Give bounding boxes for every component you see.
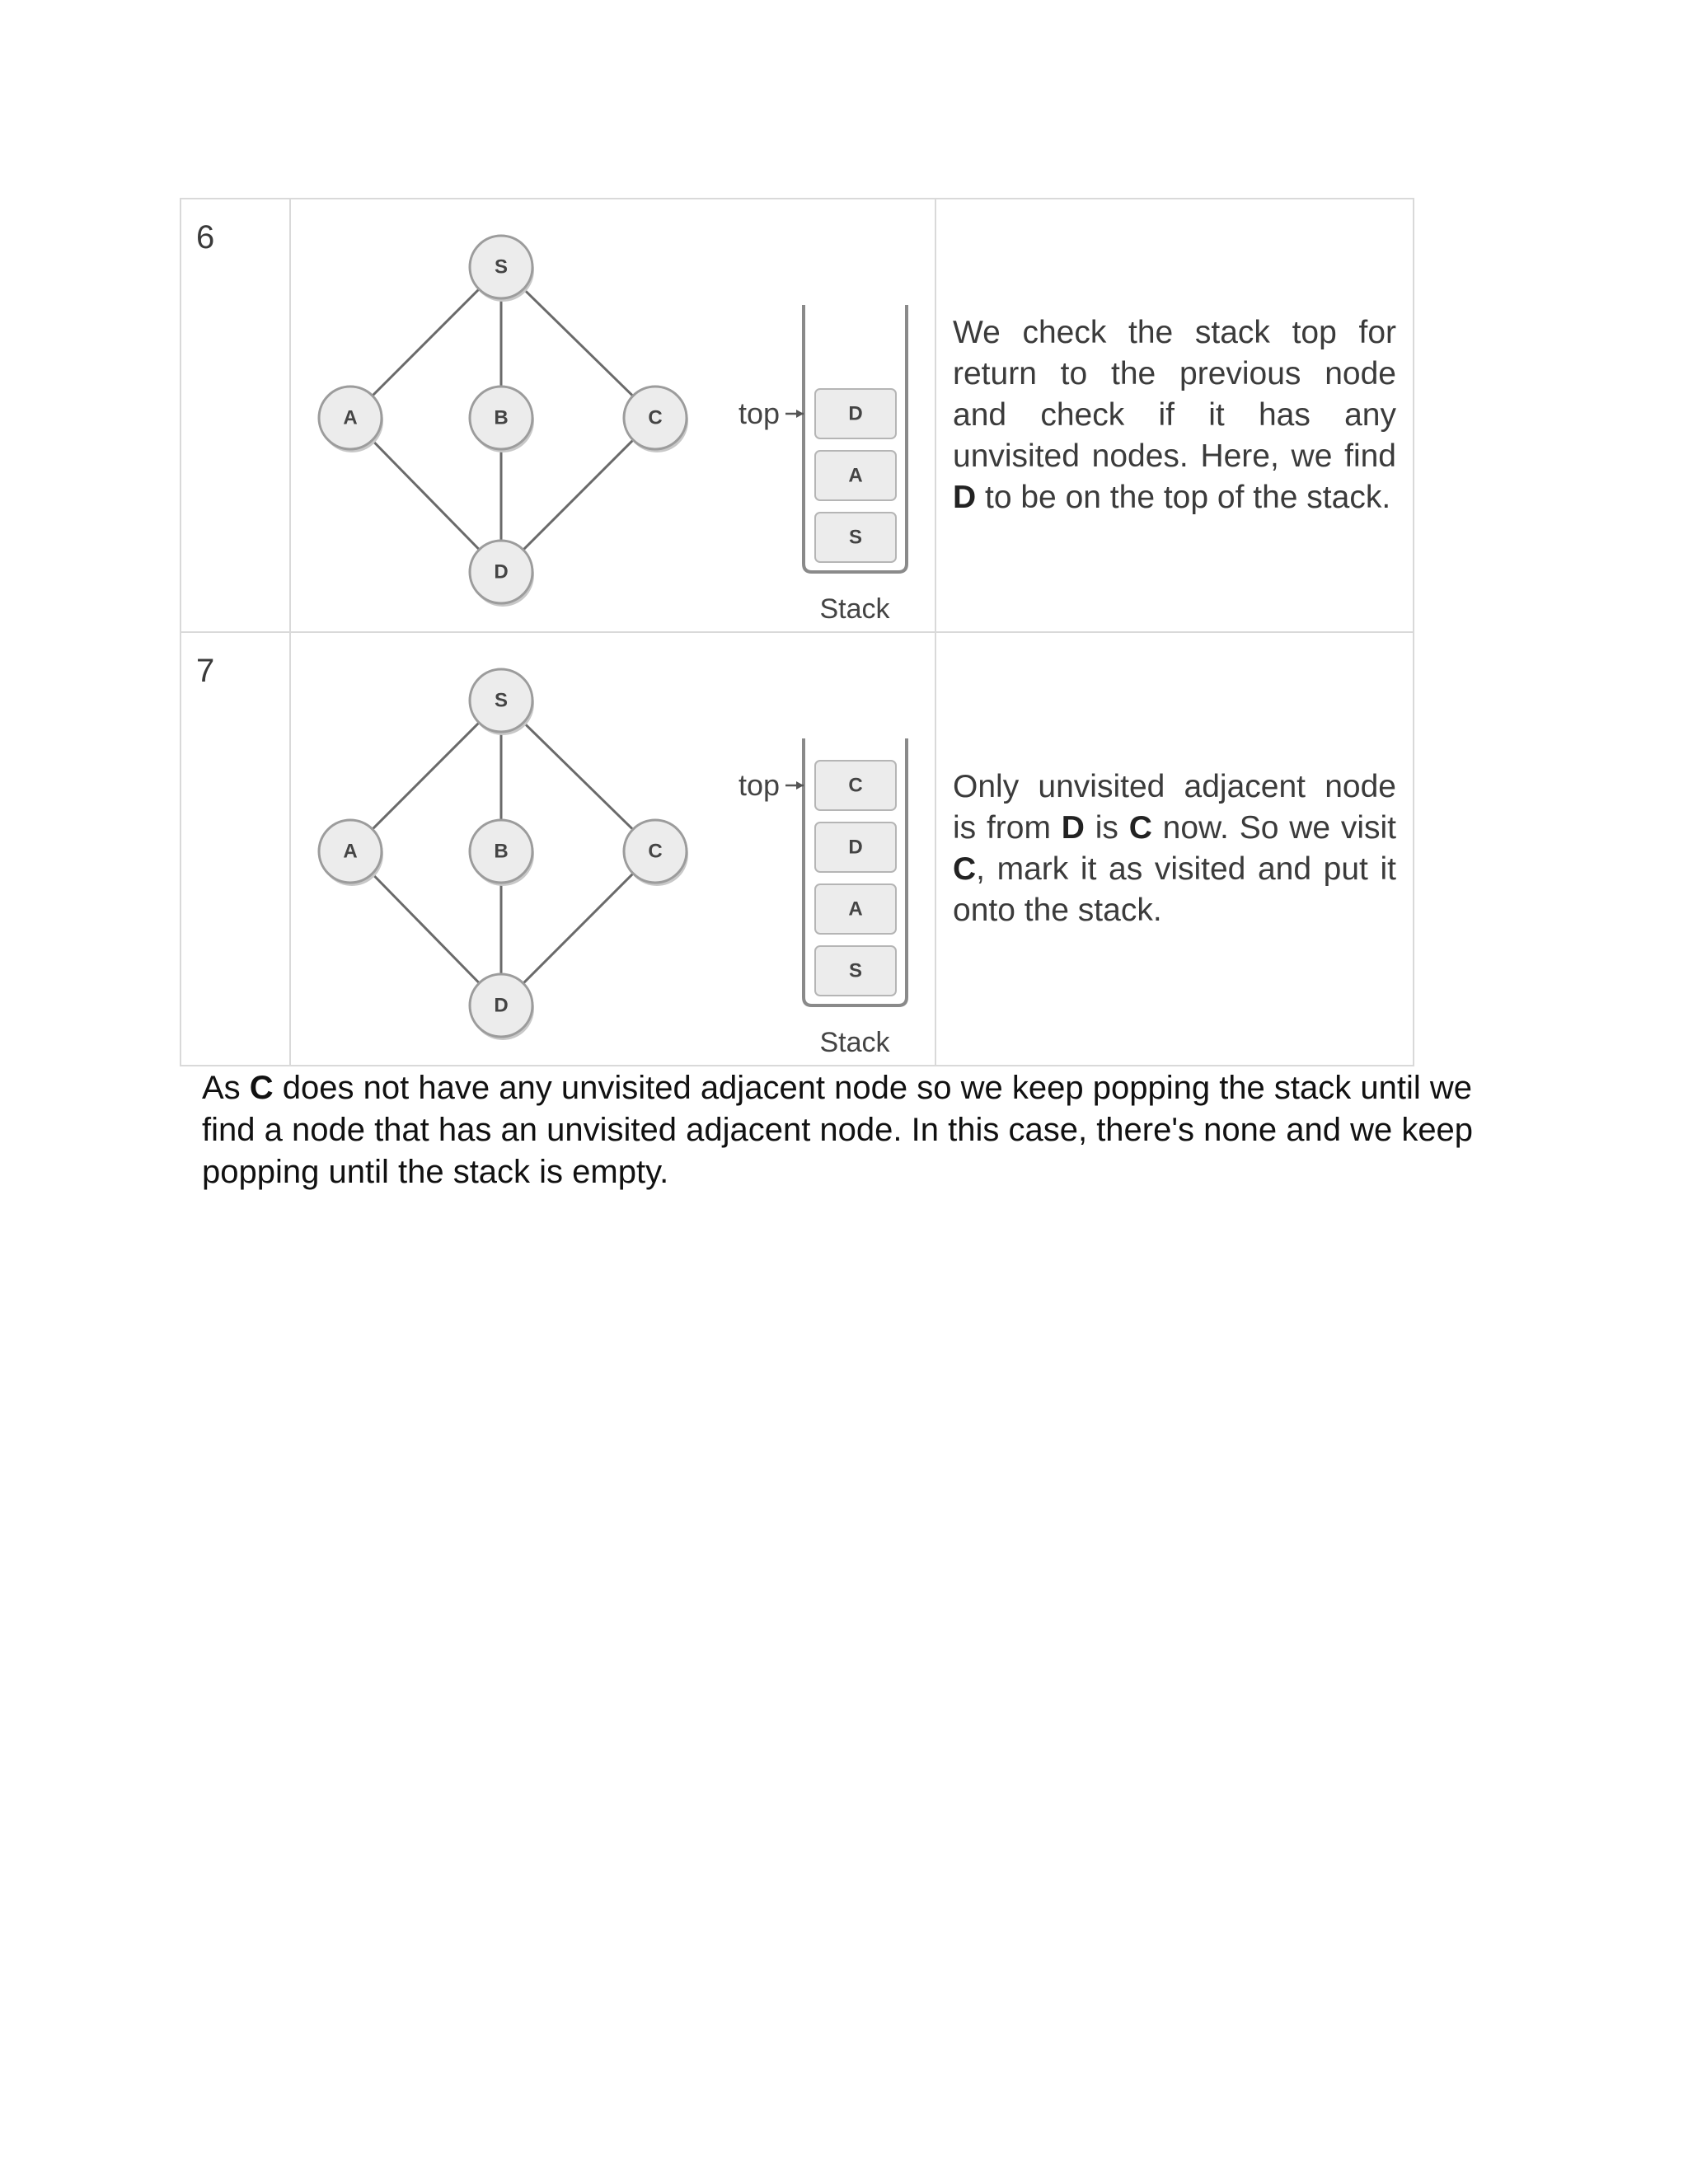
bold-text-run: C xyxy=(1128,810,1152,846)
step-description-wrapper xyxy=(936,199,1413,631)
graph-nodes xyxy=(319,669,688,1040)
node-label: A xyxy=(343,840,358,863)
stack-item-label: D xyxy=(848,836,863,859)
text-run: Only unvisited adjacent node is from xyxy=(953,769,1396,846)
stack-item xyxy=(815,884,896,934)
stack-item-label: A xyxy=(848,464,863,487)
graph-node-c xyxy=(624,820,688,886)
bold-text-run: D xyxy=(1061,810,1085,846)
graph-node-a xyxy=(319,387,383,452)
graph-node-a xyxy=(319,820,383,886)
text-run: to be on the top of the stack. xyxy=(976,480,1391,515)
graph-node-c xyxy=(624,387,688,452)
text-run: is xyxy=(1084,810,1129,846)
graph-node-s xyxy=(470,236,534,302)
step-figure-cell xyxy=(290,199,935,632)
node-label: B xyxy=(494,406,509,429)
graph-node-b xyxy=(470,387,534,452)
step-description-wrapper xyxy=(936,633,1413,1065)
node-label: D xyxy=(494,994,509,1017)
step-number-cell xyxy=(181,199,290,632)
dfs-steps-table xyxy=(180,198,1414,1066)
graph-node-d xyxy=(470,974,534,1040)
node-label: C xyxy=(648,406,663,429)
dfs-figure xyxy=(291,199,935,631)
stack-item-label: A xyxy=(848,898,863,921)
step-row xyxy=(181,199,1414,632)
node-label: B xyxy=(494,840,509,863)
stack-top-label: top xyxy=(738,768,781,802)
step-description-cell xyxy=(935,632,1414,1066)
stack-top-label: top xyxy=(738,396,781,430)
step-number: 7 xyxy=(196,653,215,689)
step-figure-cell xyxy=(290,632,935,1066)
stack-caption: Stack xyxy=(819,1027,890,1058)
stack-item xyxy=(815,513,896,562)
bold-text-run: C xyxy=(249,1070,274,1106)
stack-item xyxy=(815,451,896,500)
text-run: , mark it as visited and put it onto the stack. xyxy=(953,851,1396,928)
step-row xyxy=(181,632,1414,1066)
stack-item-label: S xyxy=(848,526,863,549)
stack xyxy=(738,738,907,1058)
summary-paragraph xyxy=(202,1067,1488,1193)
step-description xyxy=(953,312,1396,518)
node-label: S xyxy=(494,255,509,279)
stack xyxy=(738,305,907,625)
node-label: S xyxy=(494,689,509,712)
text-run: now. So we visit xyxy=(1151,810,1397,846)
stack-caption: Stack xyxy=(819,593,890,625)
bold-text-run: C xyxy=(953,851,977,887)
dfs-figure xyxy=(291,633,935,1065)
graph-node-b xyxy=(470,820,534,886)
step-number-cell xyxy=(181,632,290,1066)
bold-text-run: D xyxy=(953,480,977,515)
graph-node-d xyxy=(470,541,534,607)
text-run: We check the stack top for return to the previous node and check if it has any unvisited nodes. Here, we find xyxy=(953,315,1396,474)
stack-item xyxy=(815,389,896,438)
graph-node-s xyxy=(470,669,534,735)
stack-item xyxy=(815,823,896,872)
step-description-cell xyxy=(935,199,1414,632)
stack-item-label: D xyxy=(848,402,863,425)
step-number: 6 xyxy=(196,219,215,255)
node-label: D xyxy=(494,560,509,583)
text-run: does not have any unvisited adjacent node so we keep popping the stack until we find a node that has an unvisited adjacent node. In this case, there's none and we keep popping until the stack is empty. xyxy=(202,1070,1474,1190)
stack-item-label: S xyxy=(848,959,863,982)
node-label: C xyxy=(648,840,663,863)
stack-item xyxy=(815,761,896,810)
node-label: A xyxy=(343,406,358,429)
text-run: As xyxy=(202,1070,250,1106)
stack-item-label: C xyxy=(848,774,863,797)
stack-item xyxy=(815,946,896,996)
step-description xyxy=(953,766,1396,931)
graph-nodes xyxy=(319,236,688,607)
